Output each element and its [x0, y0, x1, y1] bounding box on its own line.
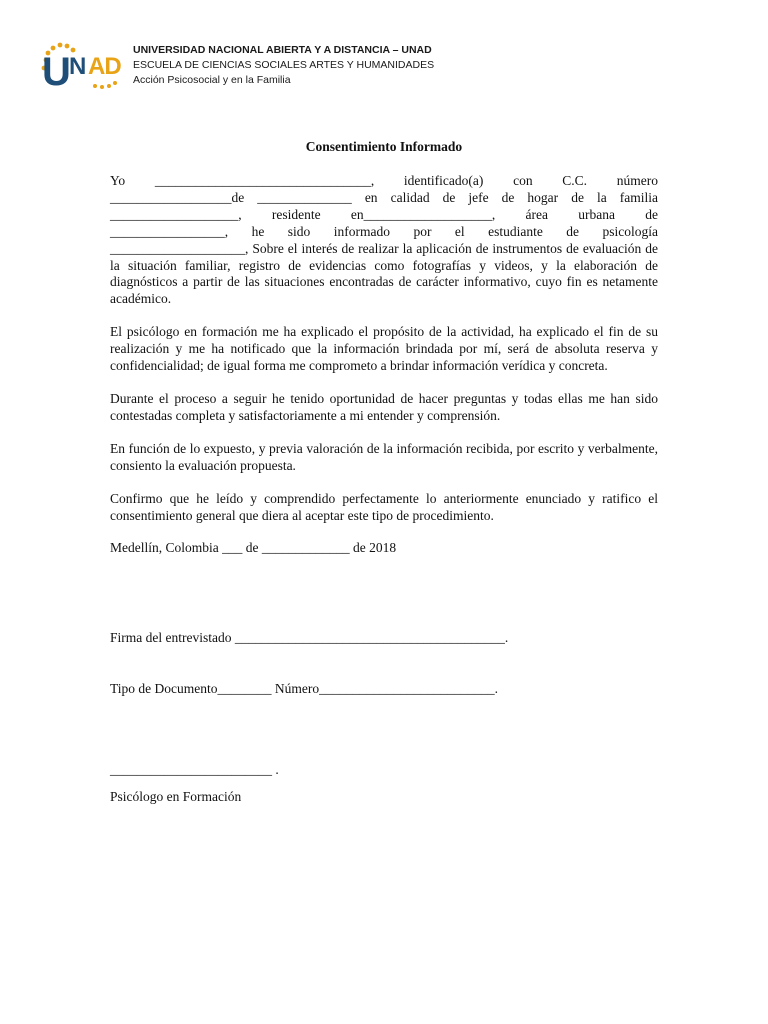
line: ___________________, residente en___________________, área urbana de — [110, 206, 658, 222]
document-title: Consentimiento Informado — [305, 139, 463, 154]
header-text — [133, 43, 434, 88]
psychologist-label: Psicólogo en Formación — [110, 789, 242, 804]
paragraph-consent: En función de lo expuesto, y previa valoración de la información recibida, por escrito y verbalmente, consiento la evaluación propuesta. — [110, 440, 658, 473]
svg-text:N: N — [69, 53, 86, 80]
university-name: UNIVERSIDAD NACIONAL ABIERTA Y A DISTANCIA – UNAD — [133, 44, 432, 56]
svg-text:U: U — [42, 50, 68, 92]
line: ____________________, Sobre el interés de realizar la aplicación de instrumentos de evaluación de la situación familiar, registro de evidencias como fotografías y videos, y la elaboración de diagnósticos a partir de las situaciones encontradas de carácter informativo, cuyo fin es netamente académico. — [110, 240, 658, 307]
document-header — [40, 40, 640, 96]
paragraph-questions: Durante el proceso a seguir he tenido oportunidad de hacer preguntas y todas ellas me han sido contestadas completa y satisfactoriamente a mi entender y comprensión. — [110, 390, 658, 423]
document-id-line: Tipo de Documento________ Número__________________________. — [110, 681, 498, 696]
psychologist-signature-line: ________________________ . — [110, 762, 279, 777]
line: _________________, he sido informado por el estudiante de psicología — [110, 223, 658, 239]
svg-text:AD: AD — [88, 53, 121, 80]
paragraph-purpose: El psicólogo en formación me ha explicado el propósito de la actividad, ha explicado el fin de su realización y me ha notificado que la información brindada por mí, será de absoluta reserva y confidencialidad; de igual forma me comprometo a brindar información verídica y concreta. — [110, 324, 658, 374]
line: __________________de ______________ en calidad de jefe de hogar de la familia — [110, 189, 658, 205]
paragraph-identification — [110, 173, 658, 308]
unad-logo — [40, 40, 136, 92]
school-name: ESCUELA DE CIENCIAS SOCIALES ARTES Y HUMANIDADES — [133, 59, 435, 71]
course-name: Acción Psicosocial y en la Familia — [133, 74, 291, 86]
line: Yo ________________________________, identificado(a) con C.C. número — [110, 173, 658, 188]
place-date: Medellín, Colombia ___ de _____________ de 2018 — [110, 540, 397, 556]
document-body — [110, 173, 658, 557]
interviewee-signature-line: Firma del entrevistado ________________________________________. — [110, 630, 509, 645]
paragraph-confirmation: Confirmo que he leído y comprendido perfectamente lo anteriormente enunciado y ratifico el consentimiento general que diera al aceptar este tipo de procedimiento. — [110, 490, 658, 523]
